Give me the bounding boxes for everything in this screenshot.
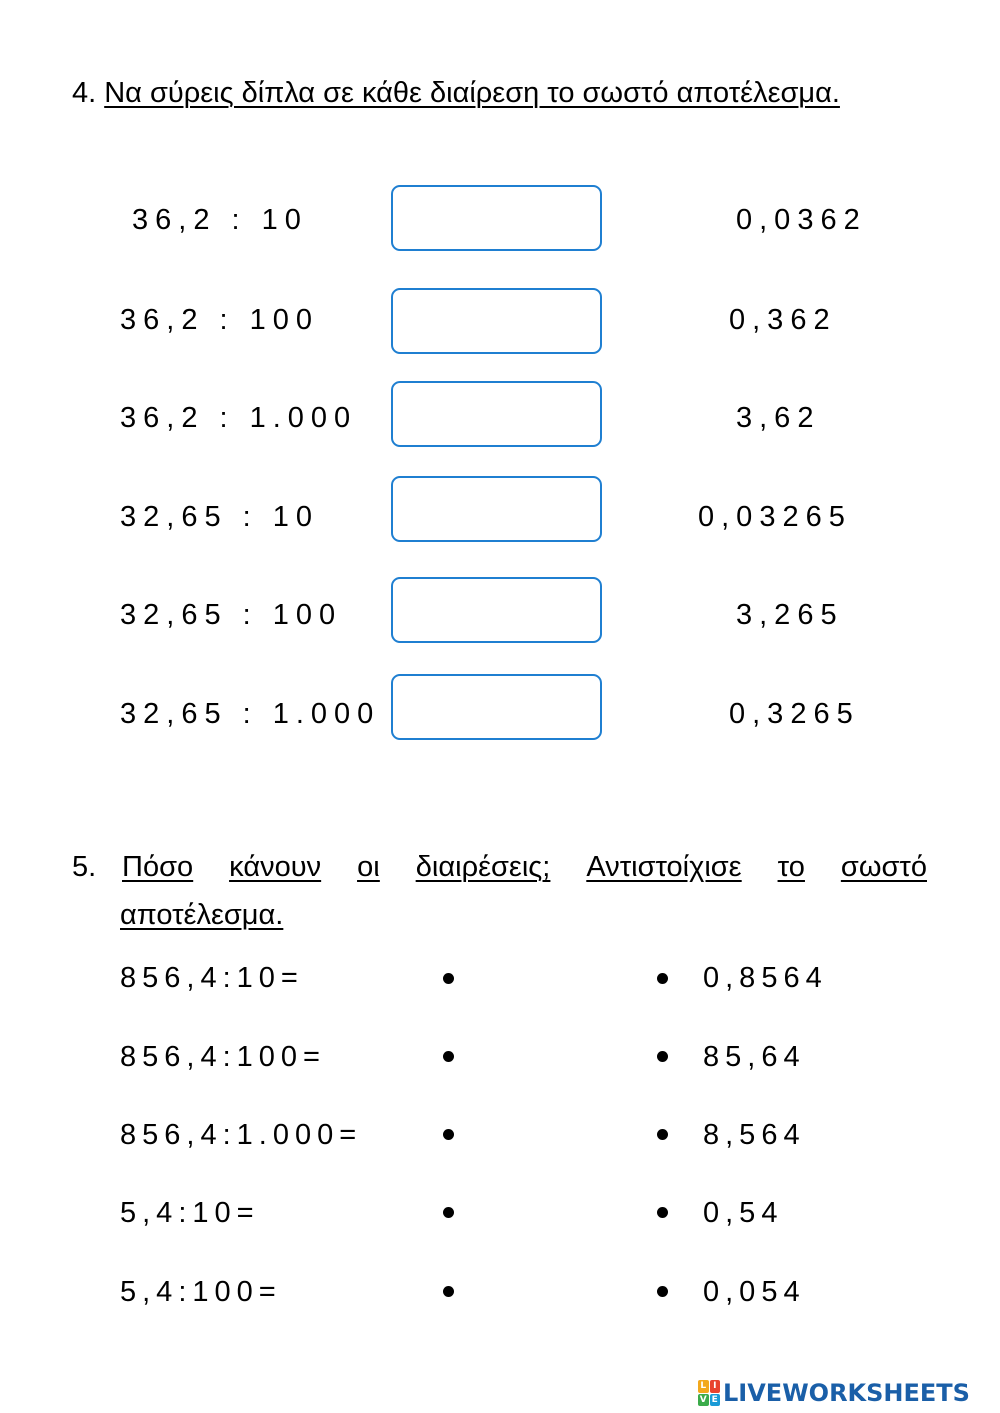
draggable-answer[interactable]: 3,265 xyxy=(736,599,844,631)
left-match-dot[interactable] xyxy=(443,1207,454,1218)
right-match-dot[interactable] xyxy=(657,1286,668,1297)
logo-letter: V xyxy=(699,1394,707,1405)
division-expression: 5,4:10= xyxy=(120,1197,260,1229)
instruction-word: διαιρέσεις; xyxy=(415,851,551,883)
division-expression: 856,4:1.000= xyxy=(120,1119,363,1151)
match-answer: 8,564 xyxy=(703,1119,806,1151)
exercise-5-number: 5. xyxy=(72,851,97,883)
exercise-4-number: 4. xyxy=(72,77,97,109)
instruction-word: σωστό xyxy=(840,851,927,883)
left-match-dot[interactable] xyxy=(443,1286,454,1297)
right-match-dot[interactable] xyxy=(657,973,668,984)
logo-letter: L xyxy=(698,1380,709,1393)
answer-drop-box[interactable] xyxy=(391,185,602,251)
logo-letter: I xyxy=(710,1380,721,1393)
right-match-dot[interactable] xyxy=(657,1207,668,1218)
division-expression: 36,2 : 10 xyxy=(132,204,308,236)
left-match-dot[interactable] xyxy=(443,1051,454,1062)
instruction-word: οι xyxy=(357,851,380,883)
exercise-5-heading xyxy=(72,849,927,885)
match-answer: 0,054 xyxy=(703,1276,806,1308)
match-answer: 85,64 xyxy=(703,1041,806,1073)
division-expression: 856,4:10= xyxy=(120,962,304,994)
draggable-answer[interactable]: 3,62 xyxy=(736,402,821,434)
draggable-answer[interactable]: 0,3265 xyxy=(729,698,860,730)
division-expression: 5,4:100= xyxy=(120,1276,282,1308)
division-expression: 32,65 : 1.000 xyxy=(120,698,381,730)
division-expression: 856,4:100= xyxy=(120,1041,326,1073)
division-expression: 32,65 : 100 xyxy=(120,599,343,631)
exercise-5-instruction xyxy=(122,849,927,885)
instruction-word: κάνουν xyxy=(229,851,322,883)
instruction-word: Πόσο xyxy=(122,851,194,883)
left-match-dot[interactable] xyxy=(443,1129,454,1140)
draggable-answer[interactable]: 0,03265 xyxy=(698,501,852,533)
draggable-answer[interactable]: 0,0362 xyxy=(736,204,867,236)
division-expression: 36,2 : 100 xyxy=(120,304,319,336)
instruction-word: το xyxy=(777,851,805,883)
liveworksheets-logo-text: LIVEWORKSHEETS xyxy=(723,1379,970,1407)
liveworksheets-logo-icon xyxy=(698,1380,720,1406)
match-answer: 0,54 xyxy=(703,1197,784,1229)
exercise-4-instruction: Να σύρεις δίπλα σε κάθε διαίρεση το σωστό αποτέλεσμα. xyxy=(104,77,840,109)
answer-drop-box[interactable] xyxy=(391,288,602,354)
logo-letter: E xyxy=(710,1394,721,1407)
right-match-dot[interactable] xyxy=(657,1051,668,1062)
answer-drop-box[interactable] xyxy=(391,381,602,447)
answer-drop-box[interactable] xyxy=(391,577,602,643)
match-answer: 0,8564 xyxy=(703,962,828,994)
division-expression: 32,65 : 10 xyxy=(120,501,319,533)
liveworksheets-logo xyxy=(698,1378,970,1408)
exercise-4-heading xyxy=(72,75,840,111)
answer-drop-box[interactable] xyxy=(391,674,602,740)
instruction-word: Αντιστοίχισε xyxy=(586,851,742,883)
division-expression: 36,2 : 1.000 xyxy=(120,402,358,434)
exercise-5-instruction-line2: αποτέλεσμα. xyxy=(120,899,284,931)
left-match-dot[interactable] xyxy=(443,973,454,984)
right-match-dot[interactable] xyxy=(657,1129,668,1140)
answer-drop-box[interactable] xyxy=(391,476,602,542)
draggable-answer[interactable]: 0,362 xyxy=(729,304,837,336)
